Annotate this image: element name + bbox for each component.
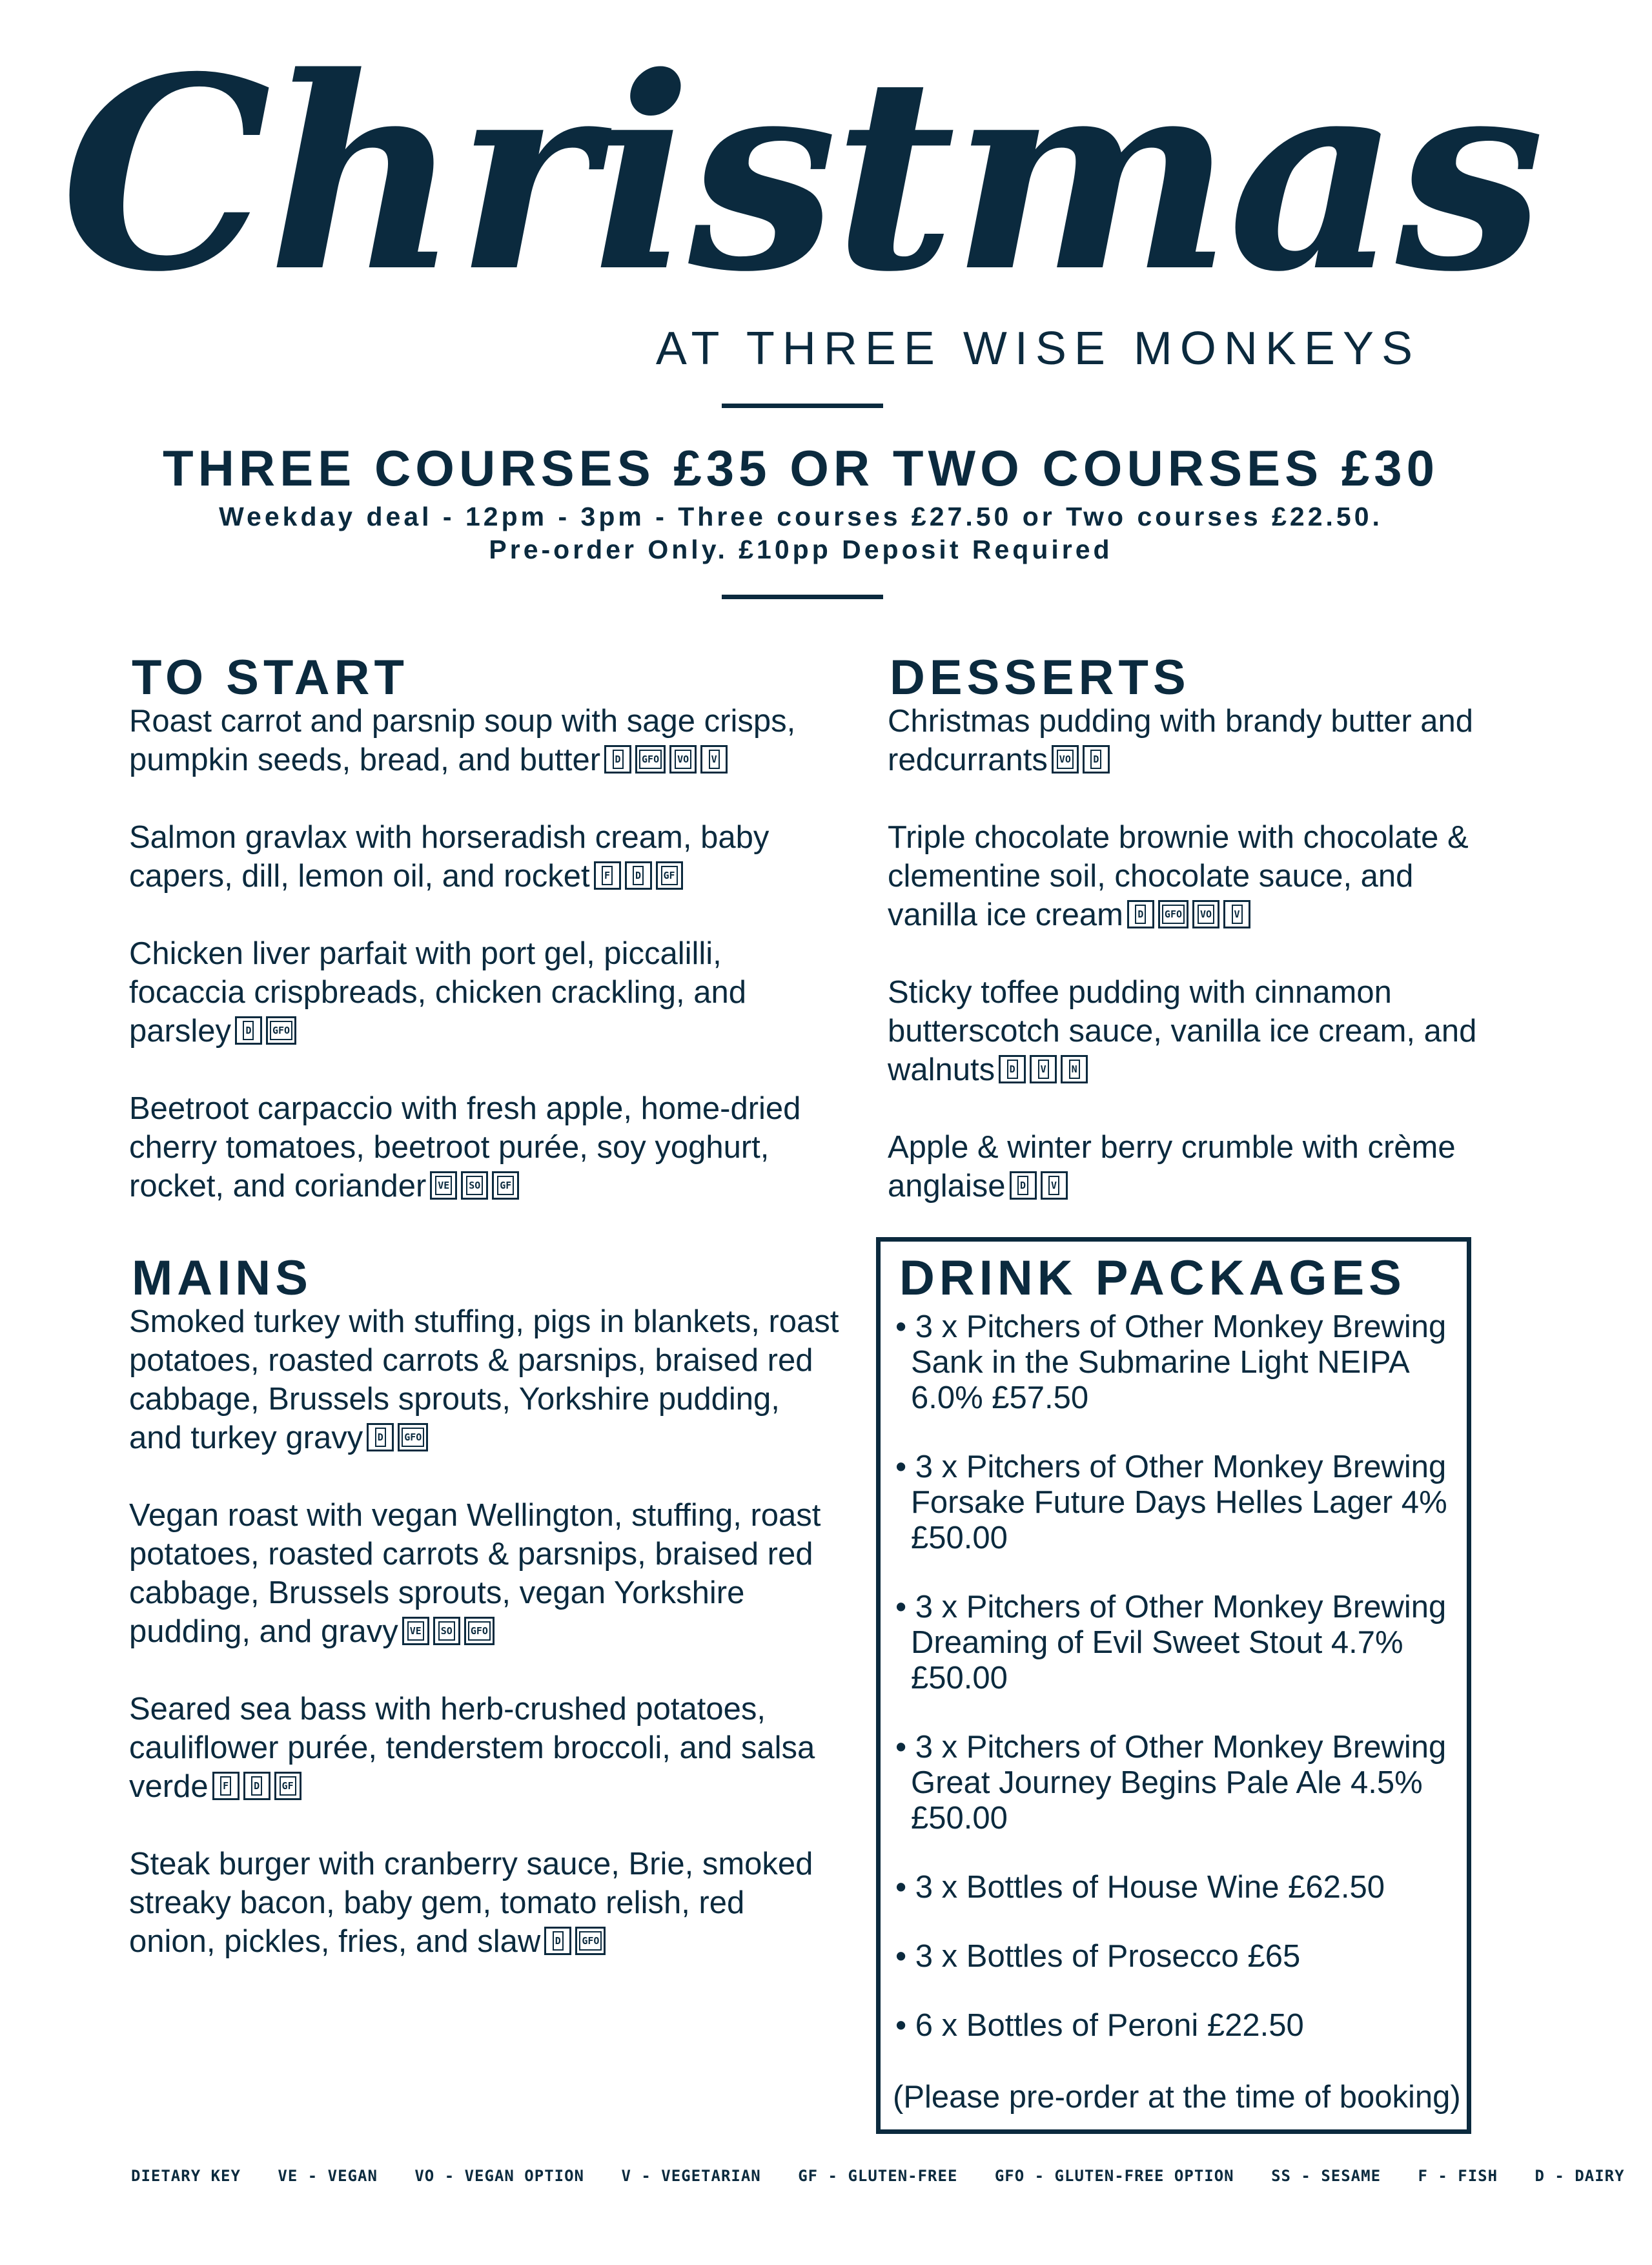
drink-package-text: 3 x Pitchers of Other Monkey Brewing Forsake Future Days Helles Lager 4% £50.00 [911,1450,1447,1555]
dietary-tag-icon [1223,900,1250,928]
dietary-tags [590,859,683,894]
dietary-tag-icon [430,1171,457,1200]
dietary-tag-code: F [220,1776,231,1796]
dietary-tag-code: V [1038,1060,1049,1079]
dietary-tag-icon [700,745,728,774]
dietary-tag-icon [433,1617,460,1645]
item-spacer [129,1051,839,1089]
dietary-key-entry: VO - VEGAN OPTION [414,2167,584,2185]
dietary-key-entry: SS - SESAME [1271,2167,1382,2185]
drink-packages-list [893,1309,1461,2077]
dietary-tags [600,743,728,777]
dietary-key [131,2163,1625,2189]
dietary-tag-code: GF [661,866,678,885]
dietary-tag-code: V [709,750,720,769]
main-item-description: Steak burger with cranberry sauce, Brie, smoked streaky bacon, baby gem, tomato relish, red onion, pickles, fries, and slaw [129,1847,813,1959]
dessert-item [888,818,1507,934]
dietary-tag-code: D [1007,1060,1018,1079]
dietary-tags [540,1924,606,1959]
section-heading-mains: MAINS [132,1251,312,1306]
drink-package-item [893,1590,1461,1696]
dietary-tag-code: VO [1198,905,1214,924]
item-spacer [129,1806,839,1845]
dietary-tag-icon [398,1423,428,1451]
section-heading-starters: TO START [132,650,409,705]
starter-item-description: Salmon gravlax with horseradish cream, baby capers, dill, lemon oil, and rocket [129,820,770,894]
starter-item [129,1089,839,1205]
dessert-item [888,973,1507,1089]
dietary-tag-icon [235,1016,262,1045]
dietary-tag-icon [461,1171,488,1200]
divider-bottom [722,595,883,599]
dietary-tag-icon [1052,745,1079,774]
dessert-item-description: Triple chocolate brownie with chocolate & clementine soil, chocolate sauce, and vanilla ice cream [888,820,1469,932]
dietary-tag-code: GFO [639,750,662,769]
dietary-tag-code: D [1135,905,1146,924]
main-item-description: Seared sea bass with herb-crushed potatoes, cauliflower purée, tenderstem broccoli, and salsa verde [129,1692,815,1804]
starter-item-description: Roast carrot and parsnip soup with sage crisps, pumpkin seeds, bread, and butter [129,704,796,777]
dietary-tag-icon [243,1772,270,1800]
mains-list [129,1302,839,1961]
dietary-tag-icon [274,1772,301,1800]
starter-item-description: Chicken liver parfait with port gel, piccalilli, focaccia crispbreads, chicken crackling, and parsley [129,936,746,1049]
dietary-key-entry: F - FISH [1418,2167,1498,2185]
starter-item [129,934,839,1051]
dietary-tag-code: VO [1057,750,1074,769]
dietary-tag-icon [1030,1055,1057,1083]
dietary-tag-code: D [553,1931,564,1951]
dietary-tag-icon [604,745,631,774]
dietary-tag-icon [402,1617,429,1645]
drink-package-text: 6 x Bottles of Peroni £22.50 [915,2008,1304,2043]
dietary-tag-icon [1061,1055,1088,1083]
desserts-list [888,702,1507,1205]
dietary-tag-code: D [633,866,644,885]
dietary-tag-icon [656,861,683,890]
dessert-item [888,702,1507,779]
dietary-tag-icon [635,745,666,774]
dietary-tag-code: F [602,866,613,885]
drink-package-item [893,1309,1461,1416]
dietary-tag-code: GFO [468,1621,491,1641]
item-spacer [888,1089,1507,1128]
main-item-description: Smoked turkey with stuffing, pigs in blankets, roast potatoes, roasted carrots & parsnips, braised red cabbage, Brussels sprouts, Yorkshire pudding, and turkey gravy [129,1304,839,1455]
preorder-line: Pre-order Only. £10pp Deposit Required [489,535,1113,564]
dietary-tag-icon [1041,1171,1068,1200]
drink-preorder-note: (Please pre-order at the time of booking) [893,2080,1461,2115]
dietary-tag-code: VE [407,1621,424,1641]
dietary-tags [209,1769,301,1804]
price-line: THREE COURSES £35 OR TWO COURSES £30 [162,440,1440,497]
dietary-tag-icon [1192,900,1219,928]
dietary-key-entry: GF - GLUTEN-FREE [798,2167,958,2185]
drink-package-text: 3 x Pitchers of Other Monkey Brewing Sank in the Submarine Light NEIPA 6.0% £57.50 [911,1309,1447,1415]
starter-item [129,702,839,779]
dietary-tag-code: D [375,1428,386,1447]
bullet-icon: • [895,1590,915,1624]
dietary-tag-icon [367,1423,394,1451]
weekday-deal-line: Weekday deal - 12pm - 3pm - Three courses £27.50 or Two courses £22.50. [219,502,1383,531]
dietary-tag-code: VO [675,750,691,769]
main-item [129,1845,839,1961]
bullet-icon: • [895,1309,915,1344]
section-heading-desserts: DESSERTS [890,650,1190,705]
dietary-tag-code: GFO [402,1428,424,1447]
main-item-description: Vegan roast with vegan Wellington, stuffing, roast potatoes, roasted carrots & parsnips, braised red cabbage, Brussels sprouts, vegan Yorkshire pudding, and gravy [129,1498,821,1649]
dietary-key-label: DIETARY KEY [131,2167,241,2185]
item-spacer [129,1651,839,1690]
bullet-icon: • [895,1730,915,1765]
dietary-tag-icon [1083,745,1110,774]
dessert-item [888,1128,1507,1205]
dietary-tag-code: SO [466,1176,483,1195]
dietary-tag-icon [266,1016,296,1045]
section-heading-drinks: DRINK PACKAGES [899,1251,1406,1306]
drink-package-item [893,1939,1461,1974]
dietary-tags [398,1614,495,1649]
divider-top [722,404,883,408]
dietary-tag-code: GF [280,1776,296,1796]
dietary-key-entry: VE - VEGAN [278,2167,378,2185]
dietary-tag-code: V [1232,905,1243,924]
dietary-tag-icon [575,1927,606,1955]
starter-item [129,818,839,896]
dessert-item-description: Christmas pudding with brandy butter and redcurrants [888,704,1474,777]
dietary-tag-code: VE [435,1176,452,1195]
drink-package-item [893,1450,1461,1556]
dietary-tag-code: GFO [1162,905,1185,924]
menu-title: Christmas [61,19,1541,330]
item-spacer [129,1457,839,1496]
bullet-icon: • [895,1939,915,1974]
dietary-tag-icon [669,745,697,774]
dietary-tag-code: GFO [270,1021,292,1040]
drink-package-text: 3 x Bottles of House Wine £62.50 [915,1870,1385,1905]
dietary-tag-icon [999,1055,1026,1083]
dietary-tags [995,1052,1088,1087]
main-item [129,1496,839,1651]
dietary-tag-icon [492,1171,519,1200]
item-spacer [888,779,1507,818]
bullet-icon: • [895,2008,915,2043]
dietary-tags [1048,743,1110,777]
dietary-tags [231,1014,296,1049]
dietary-tags [426,1169,519,1204]
dietary-tag-code: GF [497,1176,514,1195]
dietary-tags [1006,1169,1068,1204]
drink-package-item [893,1730,1461,1836]
main-item [129,1302,839,1457]
main-item [129,1690,839,1806]
item-spacer [129,779,839,818]
dietary-tag-icon [544,1927,571,1955]
drink-package-item [893,1870,1461,1905]
dietary-key-entry: GFO - GLUTEN-FREE OPTION [994,2167,1234,2185]
dietary-key-entry: V - VEGETARIAN [621,2167,761,2185]
dietary-tags [363,1420,428,1455]
dessert-item-description: Sticky toffee pudding with cinnamon butterscotch sauce, vanilla ice cream, and walnuts [888,975,1477,1087]
dietary-tags [1123,897,1250,932]
dietary-tag-icon [625,861,652,890]
dietary-tag-icon [464,1617,495,1645]
drink-package-text: 3 x Pitchers of Other Monkey Brewing Dreaming of Evil Sweet Stout 4.7% £50.00 [911,1590,1447,1696]
starters-list [129,702,839,1205]
item-spacer [129,896,839,934]
bullet-icon: • [895,1450,915,1484]
bullet-icon: • [895,1870,915,1905]
dietary-tag-code: GFO [579,1931,602,1951]
dietary-tag-icon [212,1772,240,1800]
dietary-tag-icon [594,861,621,890]
dietary-tag-code: D [243,1021,254,1040]
dietary-tag-code: D [1017,1176,1028,1195]
drink-package-text: 3 x Bottles of Prosecco £65 [915,1939,1301,1974]
dessert-item-description: Apple & winter berry crumble with crème anglaise [888,1130,1456,1204]
dietary-tag-icon [1127,900,1154,928]
dietary-tag-code: D [1090,750,1101,769]
dietary-tag-code: SO [438,1621,455,1641]
dietary-tag-code: V [1048,1176,1059,1195]
dietary-tag-code: D [251,1776,262,1796]
dietary-key-entry: D - DAIRY [1535,2167,1625,2185]
dietary-tag-icon [1010,1171,1037,1200]
dietary-tag-code: D [613,750,624,769]
drink-package-text: 3 x Pitchers of Other Monkey Brewing Great Journey Begins Pale Ale 4.5% £50.00 [911,1730,1447,1836]
starter-item-description: Beetroot carpaccio with fresh apple, home-dried cherry tomatoes, beetroot purée, soy yoghurt, rocket, and coriander [129,1091,801,1204]
drink-package-item [893,2008,1461,2044]
venue-subtitle: AT THREE WISE MONKEYS [655,323,1420,374]
item-spacer [888,934,1507,973]
dietary-tag-icon [1158,900,1188,928]
dietary-tag-code: N [1069,1060,1080,1079]
